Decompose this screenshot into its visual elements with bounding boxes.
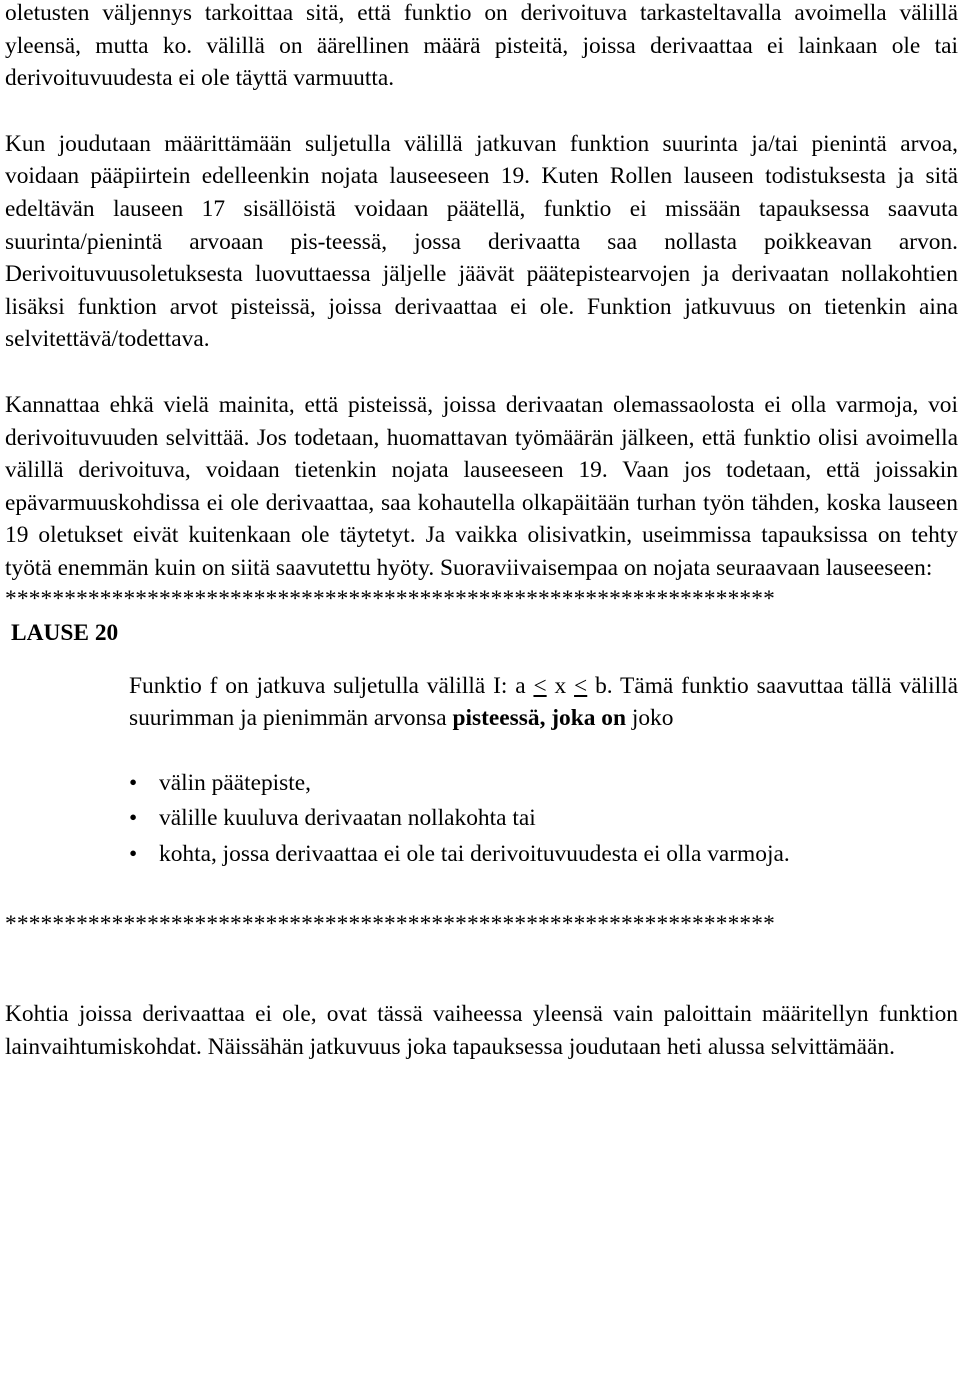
paragraph-intro: oletusten väljennys tarkoittaa sitä, että funktio on derivoituva tarkasteltavalla avoimella välillä yleensä, mutta ko. välillä on äärellinen määrä pisteitä, joissa derivaattaa ei lainkaan ole tai derivoituvuudesta ei ole täyttä varmuutta. — [5, 0, 958, 92]
bullet-icon: • — [129, 805, 138, 832]
less-or-equal-symbol-2: < — [574, 672, 588, 699]
list-item-text: kohta, jossa derivaattaa ei ole tai derivoituvuudesta ei olla varmoja. — [159, 840, 790, 867]
list-item — [129, 766, 958, 802]
theorem-line-end: joko — [626, 705, 674, 732]
bullet-icon: • — [129, 840, 138, 867]
paragraph-rolle: Kun joudutaan määrittämään suljetulla välillä jatkuvan funktion suurinta ja/tai pienintä arvoa, voidaan pääpiirtein edelleenkin nojata lauseeseen 19. Kuten Rollen lauseen todistuksesta ja sitä edeltävän lauseen 17 sisällöistä voidaan päätellä, funktio ei missään tapauksessa saavuta suurinta/pienintä arvoaan pis-teessä, jossa derivaatta saa nollasta poikkeavan arvon. Derivoituvuusoletuksesta luovuttaessa jäljelle jäävät päätepistearvojen ja derivaatan nollakohtien lisäksi funktion arvot pisteissä, joissa derivaattaa ei ole. Funktion jatkuvuus on tietenkin aina selvitettävä/todettava. — [5, 130, 958, 353]
theorem-line-suffix: b. Tämä funktio saavuttaa tällä välillä suurimman ja pienimmän arvonsa — [129, 672, 958, 732]
list-item-text: välin päätepiste, — [159, 769, 311, 796]
paragraph-derivability-note: Kannattaa ehkä vielä mainita, että pisteissä, joissa derivaatan olemassaolosta ei olla varmoja, voi derivoituvuuden selvittää. Jos todetaan, huomattavan työmäärän jälkeen, että funktio olisi avoimella välillä derivoituva, voidaan tietenkin nojata lauseeseen 19. Vaan jos todetaan, että joissakin epävarmuuskohdissa ei ole derivaattaa, saa kohautella olkapäitään turhan työn tähden, koska lauseen 19 oletukset eivät kuitenkaan ole täytetyt. Ja vaikka olisivatkin, useimmissa tapauksissa on tehty työtä enemmän kuin on siitä saavutettu hyöty. Suoraviivaisempaa on nojata seuraavaan lauseeseen: — [5, 391, 958, 581]
theorem-statement — [129, 670, 958, 735]
list-item — [129, 801, 958, 837]
theorem-variable-x: x — [546, 672, 575, 699]
theorem-conditions-list — [129, 766, 958, 873]
theorem-bold-phrase: pisteessä, joka on — [452, 705, 626, 732]
paragraph-closing: Kohtia joissa derivaattaa ei ole, ovat tässä vaiheessa yleensä vain paloittain määritellyn funktion lainvaihtumiskohdat. Näissähän jatkuvuus joka tapauksessa joudutaan heti alussa selvittämään. — [5, 1001, 958, 1060]
list-item-text: välille kuuluva derivaatan nollakohta tai — [159, 805, 536, 832]
document-page — [5, 0, 958, 1063]
separator-bottom: ***************************************************************** — [5, 911, 775, 938]
less-or-equal-symbol-1: < — [533, 672, 547, 699]
separator-top: ***************************************************************** — [5, 585, 775, 612]
bullet-icon: • — [129, 769, 138, 796]
list-item — [129, 837, 958, 873]
theorem-line-prefix: Funktio f on jatkuva suljetulla välillä I: a — [129, 672, 534, 699]
theorem-title: LAUSE 20 — [11, 619, 119, 646]
